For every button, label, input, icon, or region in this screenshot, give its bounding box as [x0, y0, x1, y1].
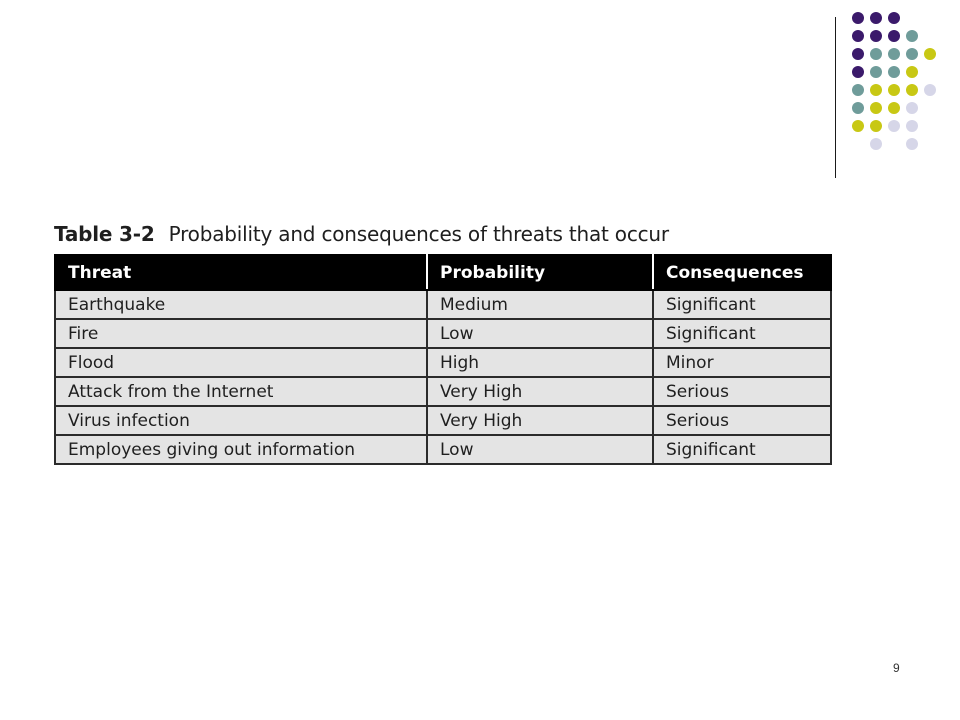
cell-threat: Employees giving out information: [55, 435, 427, 464]
decorative-dot: [852, 30, 864, 42]
cell-probability: Low: [427, 319, 653, 348]
table-header-row: [55, 255, 831, 290]
table-caption: [54, 222, 669, 246]
decorative-dot: [906, 66, 918, 78]
decorative-dot: [870, 30, 882, 42]
decorative-dot: [888, 30, 900, 42]
decorative-dot-grid: [852, 12, 948, 160]
decorative-dot: [888, 120, 900, 132]
header-probability: Probability: [427, 255, 653, 290]
cell-consequences: Significant: [653, 319, 831, 348]
cell-consequences: Serious: [653, 377, 831, 406]
decorative-dot: [906, 102, 918, 114]
decorative-dot: [870, 66, 882, 78]
table-row: [55, 290, 831, 319]
decorative-dot: [906, 138, 918, 150]
header-consequences: Consequences: [653, 255, 831, 290]
decorative-dot: [852, 66, 864, 78]
table-row: [55, 435, 831, 464]
decorative-dot: [906, 120, 918, 132]
cell-consequences: Significant: [653, 290, 831, 319]
table-row: [55, 348, 831, 377]
table-caption-text: Probability and consequences of threats that occur: [168, 222, 669, 246]
cell-consequences: Serious: [653, 406, 831, 435]
decorative-dot: [888, 12, 900, 24]
header-threat: Threat: [55, 255, 427, 290]
decorative-dot: [906, 84, 918, 96]
decorative-dot: [870, 120, 882, 132]
decorative-dot: [906, 30, 918, 42]
cell-probability: Low: [427, 435, 653, 464]
cell-probability: Very High: [427, 406, 653, 435]
cell-threat: Flood: [55, 348, 427, 377]
decorative-dot: [852, 12, 864, 24]
threats-table: [54, 254, 832, 465]
cell-probability: Very High: [427, 377, 653, 406]
cell-probability: Medium: [427, 290, 653, 319]
decorative-dot: [888, 48, 900, 60]
decorative-dot: [888, 102, 900, 114]
decorative-dot: [906, 48, 918, 60]
table-row: [55, 377, 831, 406]
decorative-dot: [852, 84, 864, 96]
cell-consequences: Significant: [653, 435, 831, 464]
cell-threat: Attack from the Internet: [55, 377, 427, 406]
decorative-dot: [852, 120, 864, 132]
decorative-dot: [870, 12, 882, 24]
decorative-dot: [924, 84, 936, 96]
decorative-dot: [852, 48, 864, 60]
cell-threat: Fire: [55, 319, 427, 348]
decorative-dot: [888, 84, 900, 96]
table-row: [55, 406, 831, 435]
decorative-divider-line: [835, 17, 836, 178]
cell-threat: Virus infection: [55, 406, 427, 435]
decorative-dot: [870, 102, 882, 114]
decorative-dot: [924, 48, 936, 60]
page-number: 9: [893, 661, 900, 675]
cell-probability: High: [427, 348, 653, 377]
decorative-dot: [870, 48, 882, 60]
decorative-dot: [852, 102, 864, 114]
cell-threat: Earthquake: [55, 290, 427, 319]
table-label: Table 3-2: [54, 222, 155, 246]
cell-consequences: Minor: [653, 348, 831, 377]
decorative-dot: [870, 138, 882, 150]
decorative-dot: [870, 84, 882, 96]
decorative-dot: [888, 66, 900, 78]
table-row: [55, 319, 831, 348]
